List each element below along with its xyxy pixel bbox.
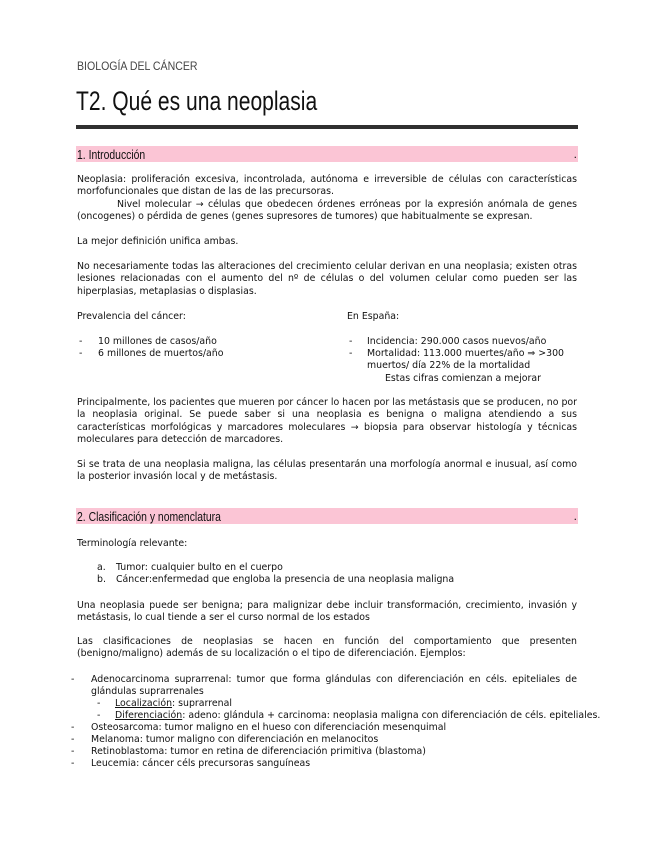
- terms-title: Terminología relevante:: [77, 538, 188, 549]
- sub-label-diferenciacion: Diferenciación: [115, 710, 183, 721]
- list-item: [115, 710, 600, 722]
- bullet-dash: -: [71, 734, 75, 745]
- spain-title: En España:: [347, 311, 400, 322]
- course-header: BIOLOGÍA DEL CÁNCER: [77, 59, 198, 73]
- section-heading-introduccion: [76, 146, 578, 162]
- list-item: Cáncer:enfermedad que engloba la presencia de una neoplasia maligna: [116, 574, 455, 585]
- bullet-dash: -: [71, 746, 75, 757]
- list-item: Adenocarcinoma suprarrenal: tumor que forma glándulas con diferenciación en céls. epiteliales de glándulas suprarrenales: [91, 674, 577, 698]
- prevalence-title: Prevalencia del cáncer:: [77, 311, 186, 322]
- page-title: T2. Qué es una neoplasia: [76, 86, 318, 116]
- bullet-dash: -: [71, 758, 75, 769]
- sub-label-localizacion: Localización: [115, 698, 173, 709]
- section-heading-trail: .: [573, 147, 577, 161]
- section-heading-label: 2. Clasificación y nomenclatura: [77, 509, 221, 524]
- spain-note: Estas cifras comienzan a mejorar: [385, 373, 541, 384]
- bullet-dash: -: [349, 348, 353, 359]
- paragraph-neoplasia-definition: Neoplasia: proliferación excesiva, incontrolada, autónoma e irreversible de células con características morfofuncionales que distan de las de las precursoras.: [77, 174, 577, 198]
- list-item: Osteosarcoma: tumor maligno en el hueso con diferenciación mesenquimal: [91, 722, 447, 733]
- paragraph-best-definition: La mejor definición unifica ambas.: [77, 236, 239, 247]
- list-item: Melanoma: tumor maligno con diferenciación en melanocitos: [91, 734, 379, 745]
- section-heading-label: 1. Introducción: [77, 147, 146, 162]
- paragraph-malignant: Si se trata de una neoplasia maligna, las células presentarán una morfología anormal e inusual, así como la posterior invasión local y de metástasis.: [77, 459, 577, 483]
- paragraph-metastasis: Principalmente, los pacientes que mueren por cáncer lo hacen por las metástasis que se producen, no por la neoplasia original. Se puede saber si una neoplasia es benigna o maligna atendiendo a sus características morfológicas y marcadores moleculares → biopsia para observar histología y técnicas moleculares para detección de marcadores.: [77, 397, 577, 446]
- paragraph-molecular-level: Nivel molecular → células que obedecen órdenes erróneas por la expresión anómala de genes (oncogenes) o pérdida de genes (genes supresores de tumores) que habitualmente se expresan.: [77, 199, 577, 223]
- sub-text: : suprarrenal: [172, 698, 232, 709]
- list-item: Leucemia: cáncer céls precursoras sanguíneas: [91, 758, 311, 769]
- bullet-dash: -: [79, 336, 83, 347]
- section-heading-clasificacion: [76, 508, 578, 524]
- bullet-dash: -: [97, 710, 101, 721]
- bullet-dash: -: [349, 336, 353, 347]
- list-item: Retinoblastoma: tumor en retina de diferenciación primitiva (blastoma): [91, 746, 426, 757]
- section-heading-trail: .: [573, 509, 577, 523]
- list-item: Tumor: cualquier bulto en el cuerpo: [116, 562, 283, 573]
- list-item: Mortalidad: 113.000 muertes/año ⇒ >300 muertos/ día 22% de la mortalidad: [367, 348, 565, 372]
- list-marker: a.: [97, 562, 106, 573]
- bullet-dash: -: [79, 348, 83, 359]
- bullet-dash: -: [71, 722, 75, 733]
- bullet-dash: -: [97, 698, 101, 709]
- paragraph-classification: Las clasificaciones de neoplasias se hacen en función del comportamiento que presenten (benigno/maligno) además de su localización o el tipo de diferenciación. Ejemplos:: [77, 636, 577, 660]
- sub-text: : adeno: glándula + carcinoma: neoplasia maligna con diferenciación de céls. epiteliales.: [182, 710, 601, 721]
- list-item: [115, 698, 232, 710]
- list-item: Incidencia: 290.000 casos nuevos/año: [367, 336, 547, 347]
- title-rule: [76, 125, 578, 129]
- list-item: 6 millones de muertos/año: [98, 348, 224, 359]
- paragraph-benign: Una neoplasia puede ser benigna; para malignizar debe incluir transformación, crecimiento, invasión y metástasis, lo cual tiende a ser el curso normal de los estados: [77, 600, 577, 624]
- bullet-dash: -: [71, 674, 75, 685]
- list-marker: b.: [97, 574, 106, 585]
- paragraph-growth-alterations: No necesariamente todas las alteraciones del crecimiento celular derivan en una neoplasia; existen otras lesiones relacionadas con el aumento del nº de células o del volumen celular como pueden ser las hiperplasias, metaplasias o displasias.: [77, 261, 577, 297]
- list-item: 10 millones de casos/año: [98, 336, 217, 347]
